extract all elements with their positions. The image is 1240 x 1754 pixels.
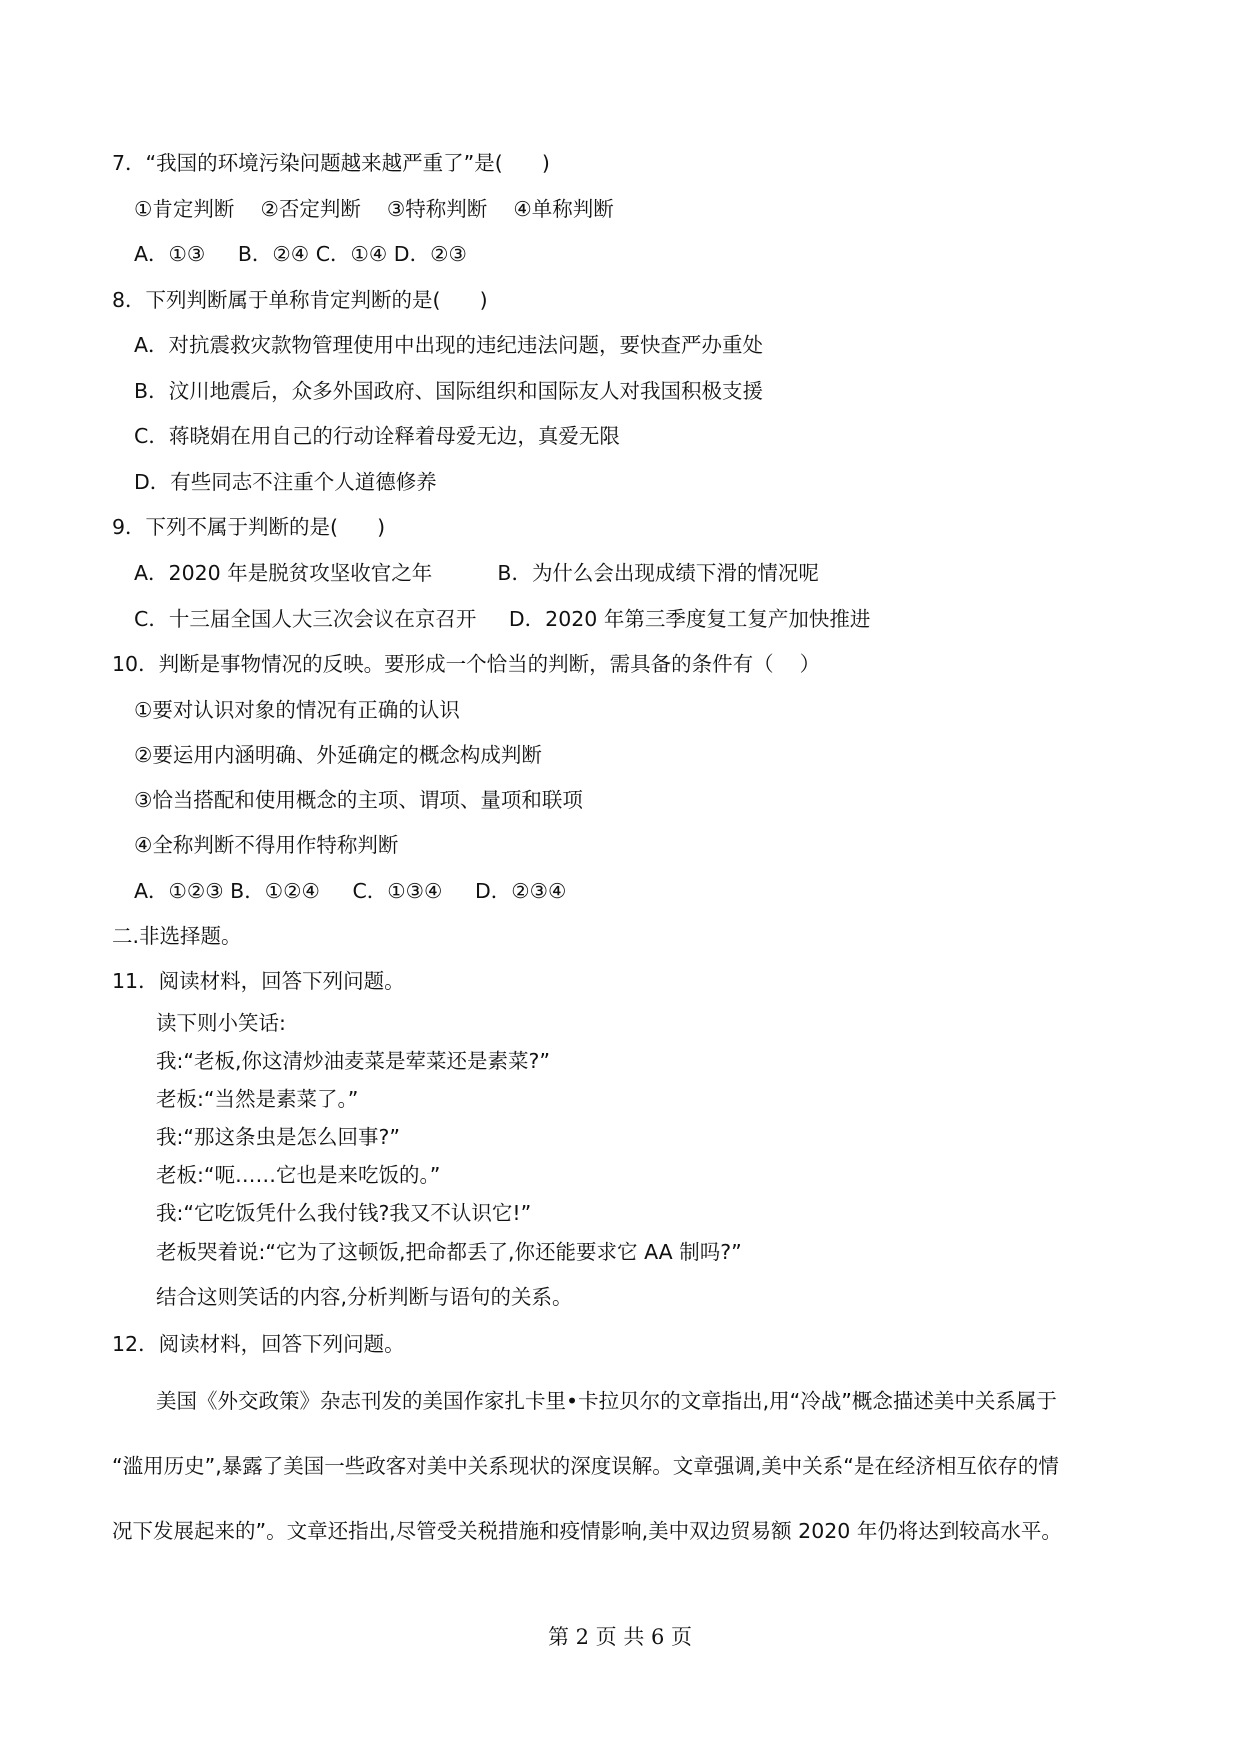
question-11-line: 我:“那这条虫是怎么回事?” <box>156 1125 401 1149</box>
page-footer: 第 2 页 共 6 页 <box>547 1625 693 1649</box>
question-9-options-row1: A．2020 年是脱贫攻坚收官之年 B．为什么会出现成绩下滑的情况呢 <box>134 561 819 585</box>
question-12-paragraph-line: “滥用历史”,暴露了美国一些政客对美中关系现状的深度误解。文章强调,美中关系“是在经济相互依存的情 <box>112 1454 1059 1478</box>
question-10-options: A．①②③ B．①②④ C．①③④ D．②③④ <box>134 879 567 903</box>
question-7-items: ①肯定判断 ②否定判断 ③特称判断 ④单称判断 <box>134 197 614 221</box>
question-8-option-c: C．蒋晓娟在用自己的行动诠释着母爱无边，真爱无限 <box>134 424 620 448</box>
question-10-item-1: ①要对认识对象的情况有正确的认识 <box>134 698 460 722</box>
question-8-option-d: D．有些同志不注重个人道德修养 <box>134 470 437 494</box>
question-11-line: 老板哭着说:“它为了这顿饭,把命都丢了,你还能要求它 AA 制吗?” <box>156 1240 742 1264</box>
question-11-line: 我:“老板,你这清炒油麦菜是荤菜还是素菜?” <box>156 1049 551 1073</box>
question-8-option-b: B．汶川地震后，众多外国政府、国际组织和国际友人对我国积极支援 <box>134 379 764 403</box>
question-12-stem: 12．阅读材料，回答下列问题。 <box>112 1332 405 1356</box>
question-11-line: 老板:“呃……它也是来吃饭的。” <box>156 1163 441 1187</box>
question-11-line: 我:“它吃饭凭什么我付钱?我又不认识它!” <box>156 1201 532 1225</box>
question-10-item-3: ③恰当搭配和使用概念的主项、谓项、量项和联项 <box>134 788 583 812</box>
question-7-stem: 7．“我国的环境污染问题越来越严重了”是( ) <box>112 151 550 175</box>
question-8-stem: 8．下列判断属于单称肯定判断的是( ) <box>112 288 488 312</box>
question-8-option-a: A．对抗震救灾款物管理使用中出现的违纪违法问题，要快查严办重处 <box>134 333 764 357</box>
question-10-item-4: ④全称判断不得用作特称判断 <box>134 833 399 857</box>
question-12-paragraph-line: 况下发展起来的”。文章还指出,尽管受关税措施和疫情影响,美中双边贸易额 2020 年仍将达到较高水平。 <box>112 1519 1062 1543</box>
question-9-options-row2: C．十三届全国人大三次会议在京召开 D．2020 年第三季度复工复产加快推进 <box>134 607 871 631</box>
question-11-line: 读下则小笑话: <box>156 1011 286 1035</box>
section-heading: 二.非选择题。 <box>112 924 242 948</box>
question-12-paragraph-line: 美国《外交政策》杂志刊发的美国作家扎卡里•卡拉贝尔的文章指出,用“冷战”概念描述美中关系属于 <box>156 1389 1057 1413</box>
question-9-stem: 9．下列不属于判断的是( ) <box>112 515 386 539</box>
question-10-item-2: ②要运用内涵明确、外延确定的概念构成判断 <box>134 743 542 767</box>
question-11-line: 老板:“当然是素菜了。” <box>156 1087 359 1111</box>
question-7-options: A．①③ B．②④ C．①④ D．②③ <box>134 242 467 266</box>
question-10-stem: 10．判断是事物情况的反映。要形成一个恰当的判断，需具备的条件有（ ） <box>112 652 821 676</box>
question-11-prompt: 结合这则笑话的内容,分析判断与语句的关系。 <box>156 1285 573 1309</box>
question-11-stem: 11．阅读材料，回答下列问题。 <box>112 969 405 993</box>
